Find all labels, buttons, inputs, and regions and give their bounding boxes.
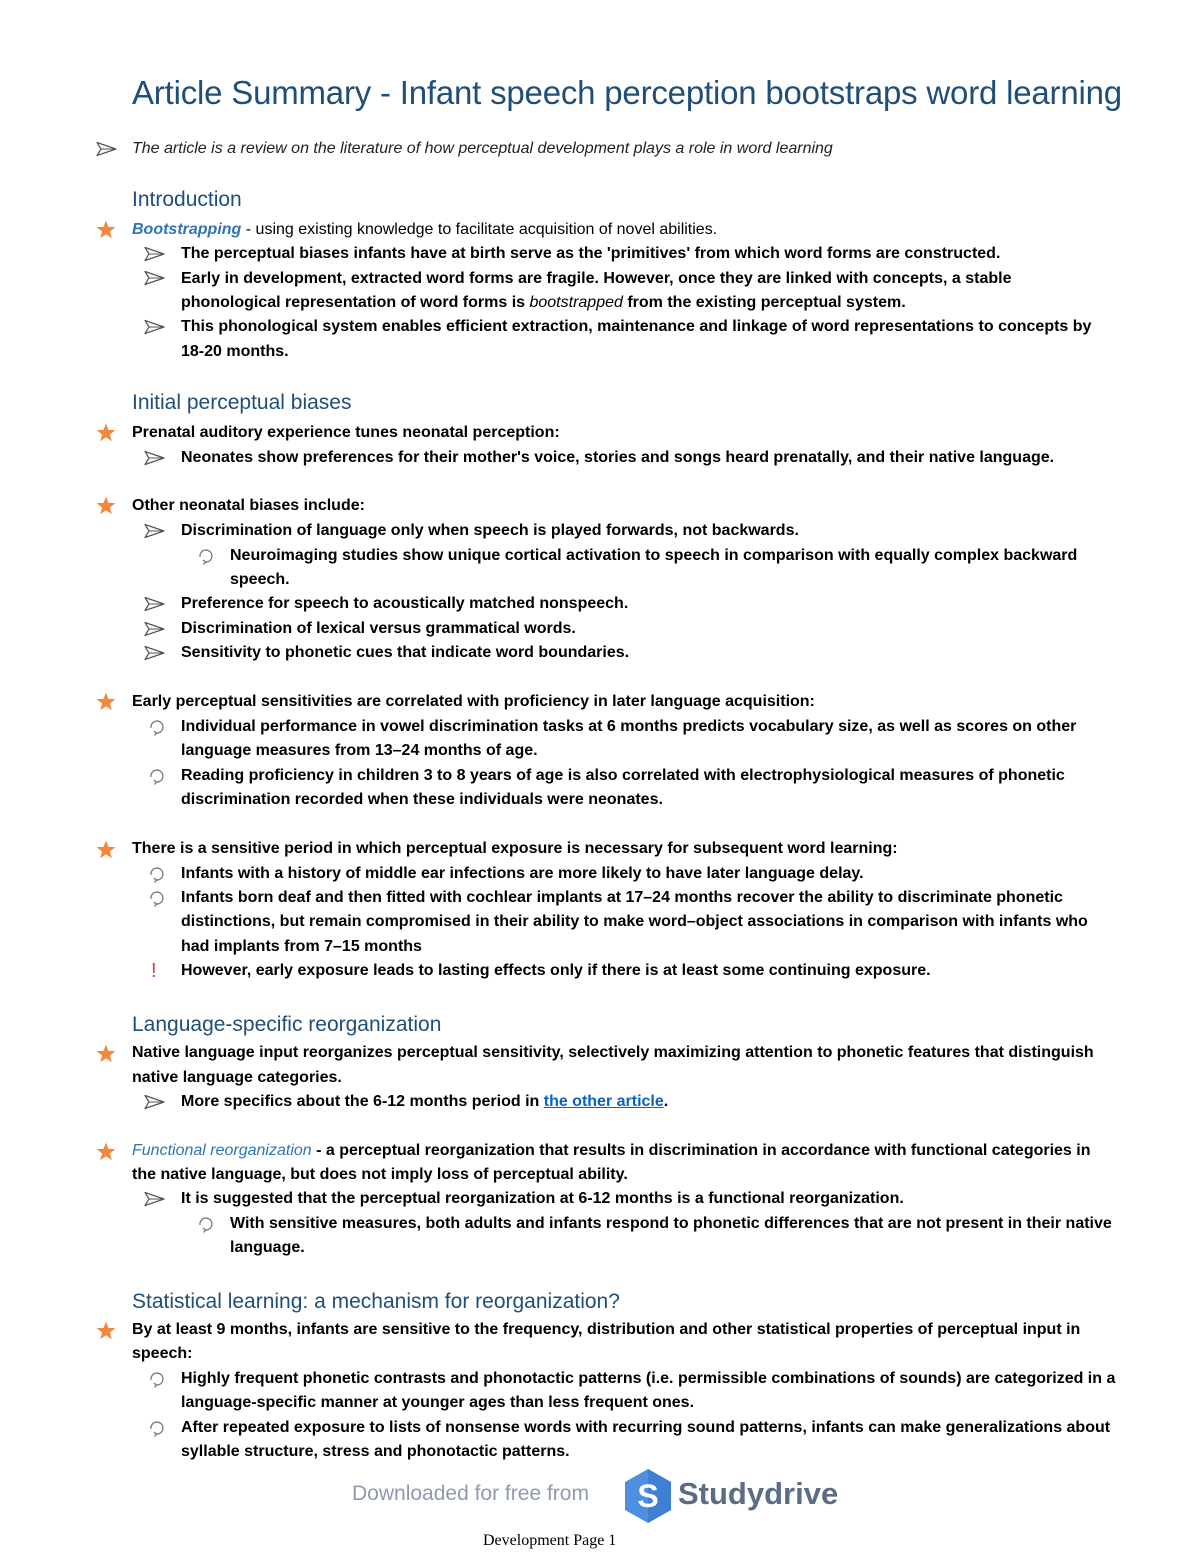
sub-bullet-cont: 18-20 months. (181, 343, 289, 360)
arrow-bullet-icon (144, 1191, 166, 1207)
curved-arrow-icon (196, 1215, 214, 1233)
curved-arrow-icon (196, 547, 214, 565)
heading-language-specific: Language-specific reorganization (132, 1013, 442, 1036)
page-number: Development Page 1 (483, 1532, 617, 1549)
sub-bullet: Highly frequent phonetic contrasts and phonotactic patterns (i.e. permissible combinations of sounds) are categorized in a (181, 1370, 1116, 1387)
term-bootstrapping: Bootstrapping (132, 221, 242, 238)
arrow-bullet-icon (144, 596, 166, 612)
bullet: Early perceptual sensitivities are correlated with proficiency in later language acquisition: (132, 693, 815, 710)
curved-arrow-icon (147, 767, 165, 785)
sub-bullet-cont: language measures from 13–24 months of age. (181, 742, 538, 759)
heading-introduction: Introduction (132, 188, 242, 211)
studydrive-logo-icon (618, 1466, 678, 1526)
sub-bullet: Individual performance in vowel discrimination tasks at 6 months predicts vocabulary size, as well as scores on other (181, 718, 1077, 735)
pointer-arrow-icon (96, 141, 118, 157)
sub-bullet-cont: distinctions, but remain compromised in their ability to make word–object associations in comparison with infants who (181, 913, 1088, 930)
svg-text:S: S (637, 1478, 659, 1514)
curved-arrow-icon (147, 718, 165, 736)
sub-bullet: Infants with a history of middle ear infections are more likely to have later language delay. (181, 865, 864, 882)
star-icon (95, 1043, 117, 1065)
sub-bullet: The perceptual biases infants have at birth serve as the 'primitives' from which word forms are constructed. (181, 245, 1001, 262)
arrow-bullet-icon (144, 1094, 166, 1110)
sub-bullet-cont: had implants from 7–15 months (181, 938, 422, 955)
downloaded-text: Downloaded for free from (352, 1482, 589, 1505)
arrow-bullet-icon (144, 450, 166, 466)
sub-bullet-cont: phonological representation of word forms is bootstrapped from the existing perceptual system. (181, 294, 906, 311)
arrow-bullet-icon (144, 246, 166, 262)
sub-bullet-cont: discrimination recorded when these individuals were neonates. (181, 791, 663, 808)
heading-statistical-learning: Statistical learning: a mechanism for reorganization? (132, 1290, 620, 1313)
curved-arrow-icon (147, 1419, 165, 1437)
sub-bullet: However, early exposure leads to lasting effects only if there is at least some continuing exposure. (181, 962, 931, 979)
arrow-bullet-icon (144, 270, 166, 286)
star-icon (95, 1141, 117, 1163)
curved-arrow-icon (147, 889, 165, 907)
curved-arrow-icon (147, 865, 165, 883)
other-article-link[interactable]: the other article (543, 1093, 664, 1110)
sub-sub-bullet: With sensitive measures, both adults and infants respond to phonetic differences that are not present in their native (230, 1215, 1112, 1232)
bullet-bootstrapping: Bootstrapping - using existing knowledge to facilitate acquisition of novel abilities. (132, 221, 718, 238)
bullet: Native language input reorganizes perceptual sensitivity, selectively maximizing attention to phonetic features that distinguish (132, 1044, 1094, 1061)
heading-initial-biases: Initial perceptual biases (132, 391, 352, 414)
star-icon (95, 219, 117, 241)
star-icon (95, 1320, 117, 1342)
term-functional-reorganization: Functional reorganization (132, 1142, 312, 1159)
star-icon (95, 422, 117, 444)
bullet-functional: Functional reorganization - a perceptual reorganization that results in discrimination in accordance with functional categories in (132, 1142, 1091, 1159)
bullet-cont: native language categories. (132, 1069, 342, 1086)
arrow-bullet-icon (144, 319, 166, 335)
exclamation-icon: ! (151, 960, 157, 982)
sub-bullet: More specifics about the 6-12 months period in the other article. (181, 1093, 669, 1110)
arrow-bullet-icon (144, 645, 166, 661)
sub-bullet: Sensitivity to phonetic cues that indicate word boundaries. (181, 644, 630, 661)
sub-bullet: After repeated exposure to lists of nonsense words with recurring sound patterns, infants can make generalizations about (181, 1419, 1111, 1436)
page-title: Article Summary - Infant speech perception bootstraps word learning (132, 74, 1122, 111)
studydrive-banner[interactable] (352, 1466, 852, 1526)
bullet: Other neonatal biases include: (132, 497, 365, 514)
sub-bullet: Discrimination of lexical versus grammatical words. (181, 620, 576, 637)
star-icon (95, 839, 117, 861)
sub-bullet: Preference for speech to acoustically matched nonspeech. (181, 595, 629, 612)
sub-bullet: This phonological system enables efficient extraction, maintenance and linkage of word representations to concepts by (181, 318, 1092, 335)
arrow-bullet-icon (144, 621, 166, 637)
sub-bullet-cont: syllable structure, stress and phonotactic patterns. (181, 1443, 570, 1460)
sub-bullet-cont: language-specific manner at younger ages than less frequent ones. (181, 1394, 695, 1411)
star-icon (95, 495, 117, 517)
intro-text: The article is a review on the literature of how perceptual development plays a role in word learning (132, 140, 833, 157)
curved-arrow-icon (147, 1370, 165, 1388)
sub-bullet: Discrimination of language only when speech is played forwards, not backwards. (181, 522, 799, 539)
bullet: By at least 9 months, infants are sensitive to the frequency, distribution and other statistical properties of perceptual input in (132, 1321, 1081, 1338)
bullet-cont: speech: (132, 1345, 193, 1362)
sub-bullet: Infants born deaf and then fitted with cochlear implants at 17–24 months recover the ability to discriminate phonetic (181, 889, 1063, 906)
sub-sub-bullet: Neuroimaging studies show unique cortical activation to speech in comparison with equally complex backward (230, 547, 1078, 564)
bullet: Prenatal auditory experience tunes neonatal perception: (132, 424, 560, 441)
sub-sub-bullet-cont: speech. (230, 571, 290, 588)
studydrive-brand-text: Studydrive (678, 1476, 839, 1511)
bullet-cont: the native language, but does not imply loss of perceptual ability. (132, 1166, 628, 1183)
sub-bullet: It is suggested that the perceptual reorganization at 6-12 months is a functional reorganization. (181, 1190, 904, 1207)
arrow-bullet-icon (144, 523, 166, 539)
bullet: There is a sensitive period in which perceptual exposure is necessary for subsequent word learning: (132, 840, 898, 857)
sub-sub-bullet-cont: language. (230, 1239, 305, 1256)
emphasis-bootstrapped: bootstrapped (529, 294, 623, 311)
star-icon (95, 691, 117, 713)
sub-bullet: Reading proficiency in children 3 to 8 years of age is also correlated with electrophysiological measures of phonetic (181, 767, 1065, 784)
sub-bullet: Early in development, extracted word forms are fragile. However, once they are linked with concepts, a stable (181, 270, 1012, 287)
sub-bullet: Neonates show preferences for their mother's voice, stories and songs heard prenatally, and their native language. (181, 449, 1055, 466)
